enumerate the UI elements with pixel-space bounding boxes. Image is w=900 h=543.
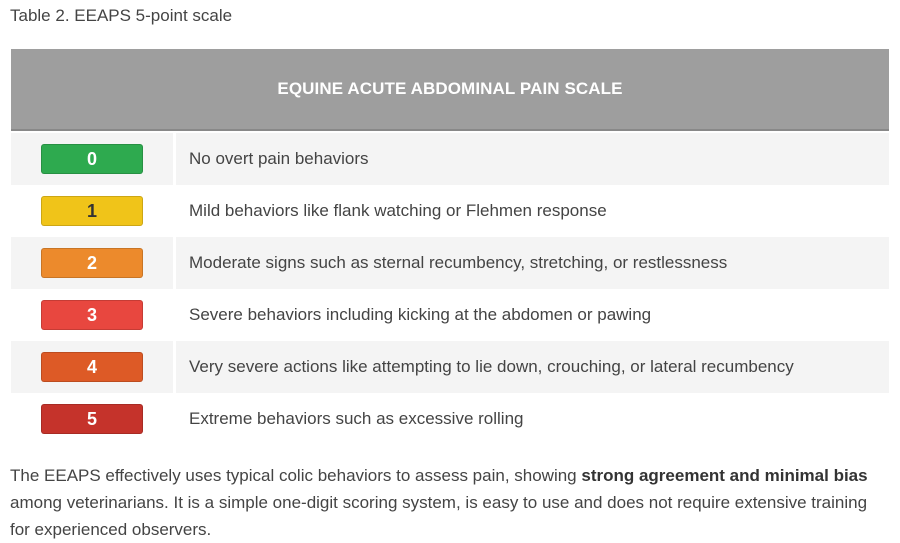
description-cell: No overt pain behaviors xyxy=(176,133,889,185)
description-cell: Extreme behaviors such as excessive rolling xyxy=(189,409,524,428)
table-row xyxy=(11,341,889,393)
score-cell xyxy=(11,237,176,289)
table-row xyxy=(11,133,889,185)
score-cell xyxy=(11,133,176,185)
score-badge: 5 xyxy=(41,404,143,434)
score-badge: 1 xyxy=(41,196,143,226)
score-badge: 2 xyxy=(41,248,143,278)
score-cell xyxy=(11,289,176,341)
paragraph-emphasis: strong agreement and minimal bias xyxy=(581,466,868,485)
pain-scale-table xyxy=(11,49,889,445)
score-badge: 4 xyxy=(41,352,143,382)
score-cell xyxy=(11,185,176,237)
description-cell: Very severe actions like attempting to lie down, crouching, or lateral recumbency xyxy=(176,341,889,393)
table-row xyxy=(11,237,889,289)
table-body xyxy=(11,133,889,445)
table-row xyxy=(11,393,889,445)
score-cell xyxy=(11,341,176,393)
table-row xyxy=(11,185,889,237)
table-header: EQUINE ACUTE ABDOMINAL PAIN SCALE xyxy=(11,49,889,131)
description-cell: Severe behaviors including kicking at the abdomen or pawing xyxy=(189,305,652,324)
score-cell xyxy=(11,393,176,445)
score-badge: 0 xyxy=(41,144,143,174)
paragraph-text: among veterinarians. It is a simple one-digit scoring system, is easy to use and does not require extensive training for experienced observers. xyxy=(10,493,868,539)
score-badge: 3 xyxy=(41,300,143,330)
paragraph-text: The EEAPS effectively uses typical colic behaviors to assess pain, showing xyxy=(10,466,582,485)
table-row xyxy=(11,289,889,341)
table-caption: Table 2. EEAPS 5-point scale xyxy=(10,6,233,25)
description-cell: Moderate signs such as sternal recumbency, stretching, or restlessness xyxy=(176,237,889,289)
summary-paragraph xyxy=(10,462,885,543)
description-cell: Mild behaviors like flank watching or Flehmen response xyxy=(189,201,607,220)
